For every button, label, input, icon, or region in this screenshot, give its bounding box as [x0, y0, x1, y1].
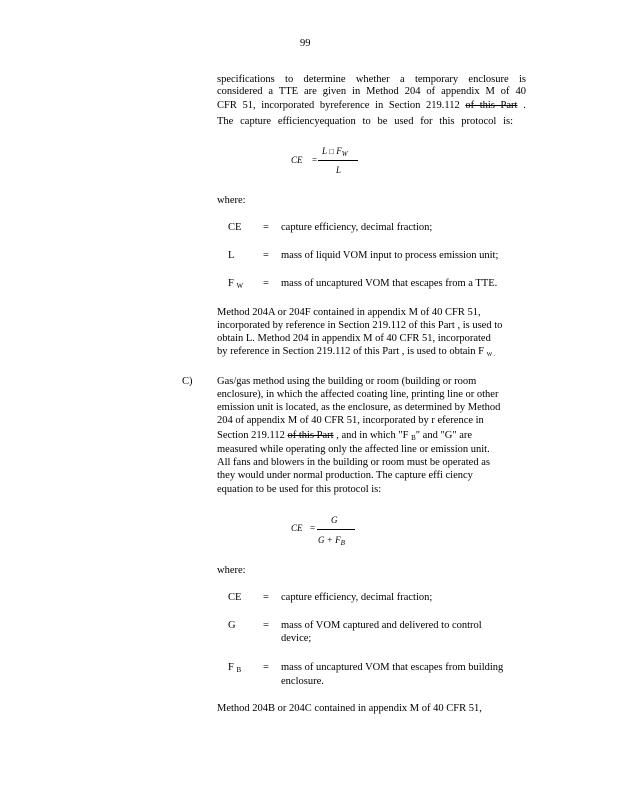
eq1-num-sub: W [341, 150, 348, 158]
eq1-num-box: □ [329, 147, 334, 156]
eq2-denominator [318, 535, 345, 547]
eq1-num-l: L [322, 146, 327, 156]
def1-ce-text: capture efficiency, decimal fraction; [281, 222, 433, 233]
def2-ce-text: capture efficiency, decimal fraction; [281, 592, 433, 603]
para1-line1: specifications to determine whether a temporary enclosure is [217, 74, 526, 85]
para1-line3-tail: . [517, 100, 526, 111]
section-c-line5 [217, 430, 472, 444]
def2-ce-equals: = [263, 592, 269, 603]
eq2-den-text: G + F [318, 535, 341, 545]
eq1-denominator: L [336, 165, 342, 175]
def2-ce-symbol: CE [228, 592, 242, 603]
eq2-numerator: G [331, 515, 338, 525]
para1-line3-text: CFR 51, incorporated byreference in Section 219.112 [217, 100, 466, 111]
def2-fb-symbol [228, 662, 241, 676]
def2-fb-equals: = [263, 662, 269, 673]
def2-g-symbol: G [228, 620, 236, 631]
eq2-lhs: CE [291, 523, 303, 533]
para2-line4 [217, 346, 495, 361]
section-c-line6: measured while operating only the affected line or emission unit. [217, 444, 490, 455]
para1-line3-struck: of this Part [465, 100, 518, 111]
where-label-2: where: [217, 565, 246, 576]
para2-line3: obtain L. Method 204 in appendix M of 40 CFR 51, incorporated [217, 333, 491, 344]
para2-line2: incorporated by reference in Section 219.112 of this Part , is used to [217, 320, 503, 331]
def1-l-symbol: L [228, 250, 235, 261]
def2-g-equals: = [263, 620, 269, 631]
def1-fw-equals: = [263, 278, 269, 289]
eq1-lhs: CE [291, 155, 303, 165]
def1-l-text: mass of liquid VOM input to process emission unit; [281, 250, 499, 261]
def2-fb-letter: F [228, 662, 234, 673]
eq2-equals: = [310, 523, 316, 533]
section-c-line8: they would under normal production. The capture effi ciency [217, 470, 473, 481]
para2-line1: Method 204A or 204F contained in appendix M of 40 CFR 51, [217, 307, 481, 318]
section-c-line1: Gas/gas method using the building or room (building or room [217, 376, 477, 387]
def2-fb-text-cont: enclosure. [281, 676, 324, 687]
def1-fw-symbol [228, 278, 243, 292]
def2-g-text-cont: device; [281, 633, 312, 644]
def2-fb-sub: B [236, 666, 242, 674]
section-c-line9: equation to be used for this protocol is: [217, 484, 382, 495]
section-c-line5-text: Section 219.112 [217, 430, 288, 441]
section-c-line2: enclosure), in which the affected coating line, printing line or other [217, 389, 499, 400]
final-line: Method 204B or 204C contained in appendix M of 40 CFR 51, [217, 703, 482, 714]
section-c-line5-tail: " and "G" are [415, 430, 473, 441]
def1-ce-equals: = [263, 222, 269, 233]
eq1-equals: = [312, 155, 318, 165]
eq1-numerator [322, 146, 348, 158]
eq2-den-sub: B [340, 539, 345, 547]
def1-fw-text: mass of uncaptured VOM that escapes from a TTE. [281, 278, 498, 289]
eq1-num-f: F [336, 146, 342, 156]
def1-fw-letter: F [228, 278, 234, 289]
eq2-fraction-bar [317, 529, 355, 530]
def2-fb-text: mass of uncaptured VOM that escapes from building [281, 662, 504, 673]
section-c-line4: 204 of appendix M of 40 CFR 51, incorporated by r eference in [217, 415, 484, 426]
def2-g-text: mass of VOM captured and delivered to control [281, 620, 482, 631]
para1-line4: The capture efficiencyequation to be used for this protocol is: [217, 116, 513, 127]
page-number: 99 [300, 38, 311, 49]
section-c-line5-sub: B [411, 434, 416, 442]
where-label-1: where: [217, 195, 246, 206]
section-c-line7: All fans and blowers in the building or room must be operated as [217, 457, 490, 468]
eq1-fraction-bar [318, 160, 358, 161]
para1-line3 [217, 100, 526, 112]
section-c-line3: emission unit is located, as the enclosure, as determined by Method [217, 402, 501, 413]
def1-ce-symbol: CE [228, 222, 242, 233]
para1-line2: considered a TTE are given in Method 204 of appendix M of 40 [217, 86, 526, 97]
def1-fw-sub: W [236, 282, 244, 290]
para2-line4-text: by reference in Section 219.112 of this Part , is used to obtain F [217, 346, 485, 357]
section-c-line5-struck: of this Part [287, 430, 334, 441]
para2-line4-sub: W . [486, 352, 496, 358]
section-c-line5-mid: , and in which "F [333, 430, 409, 441]
def1-l-equals: = [263, 250, 269, 261]
section-c-label: C) [182, 376, 193, 387]
